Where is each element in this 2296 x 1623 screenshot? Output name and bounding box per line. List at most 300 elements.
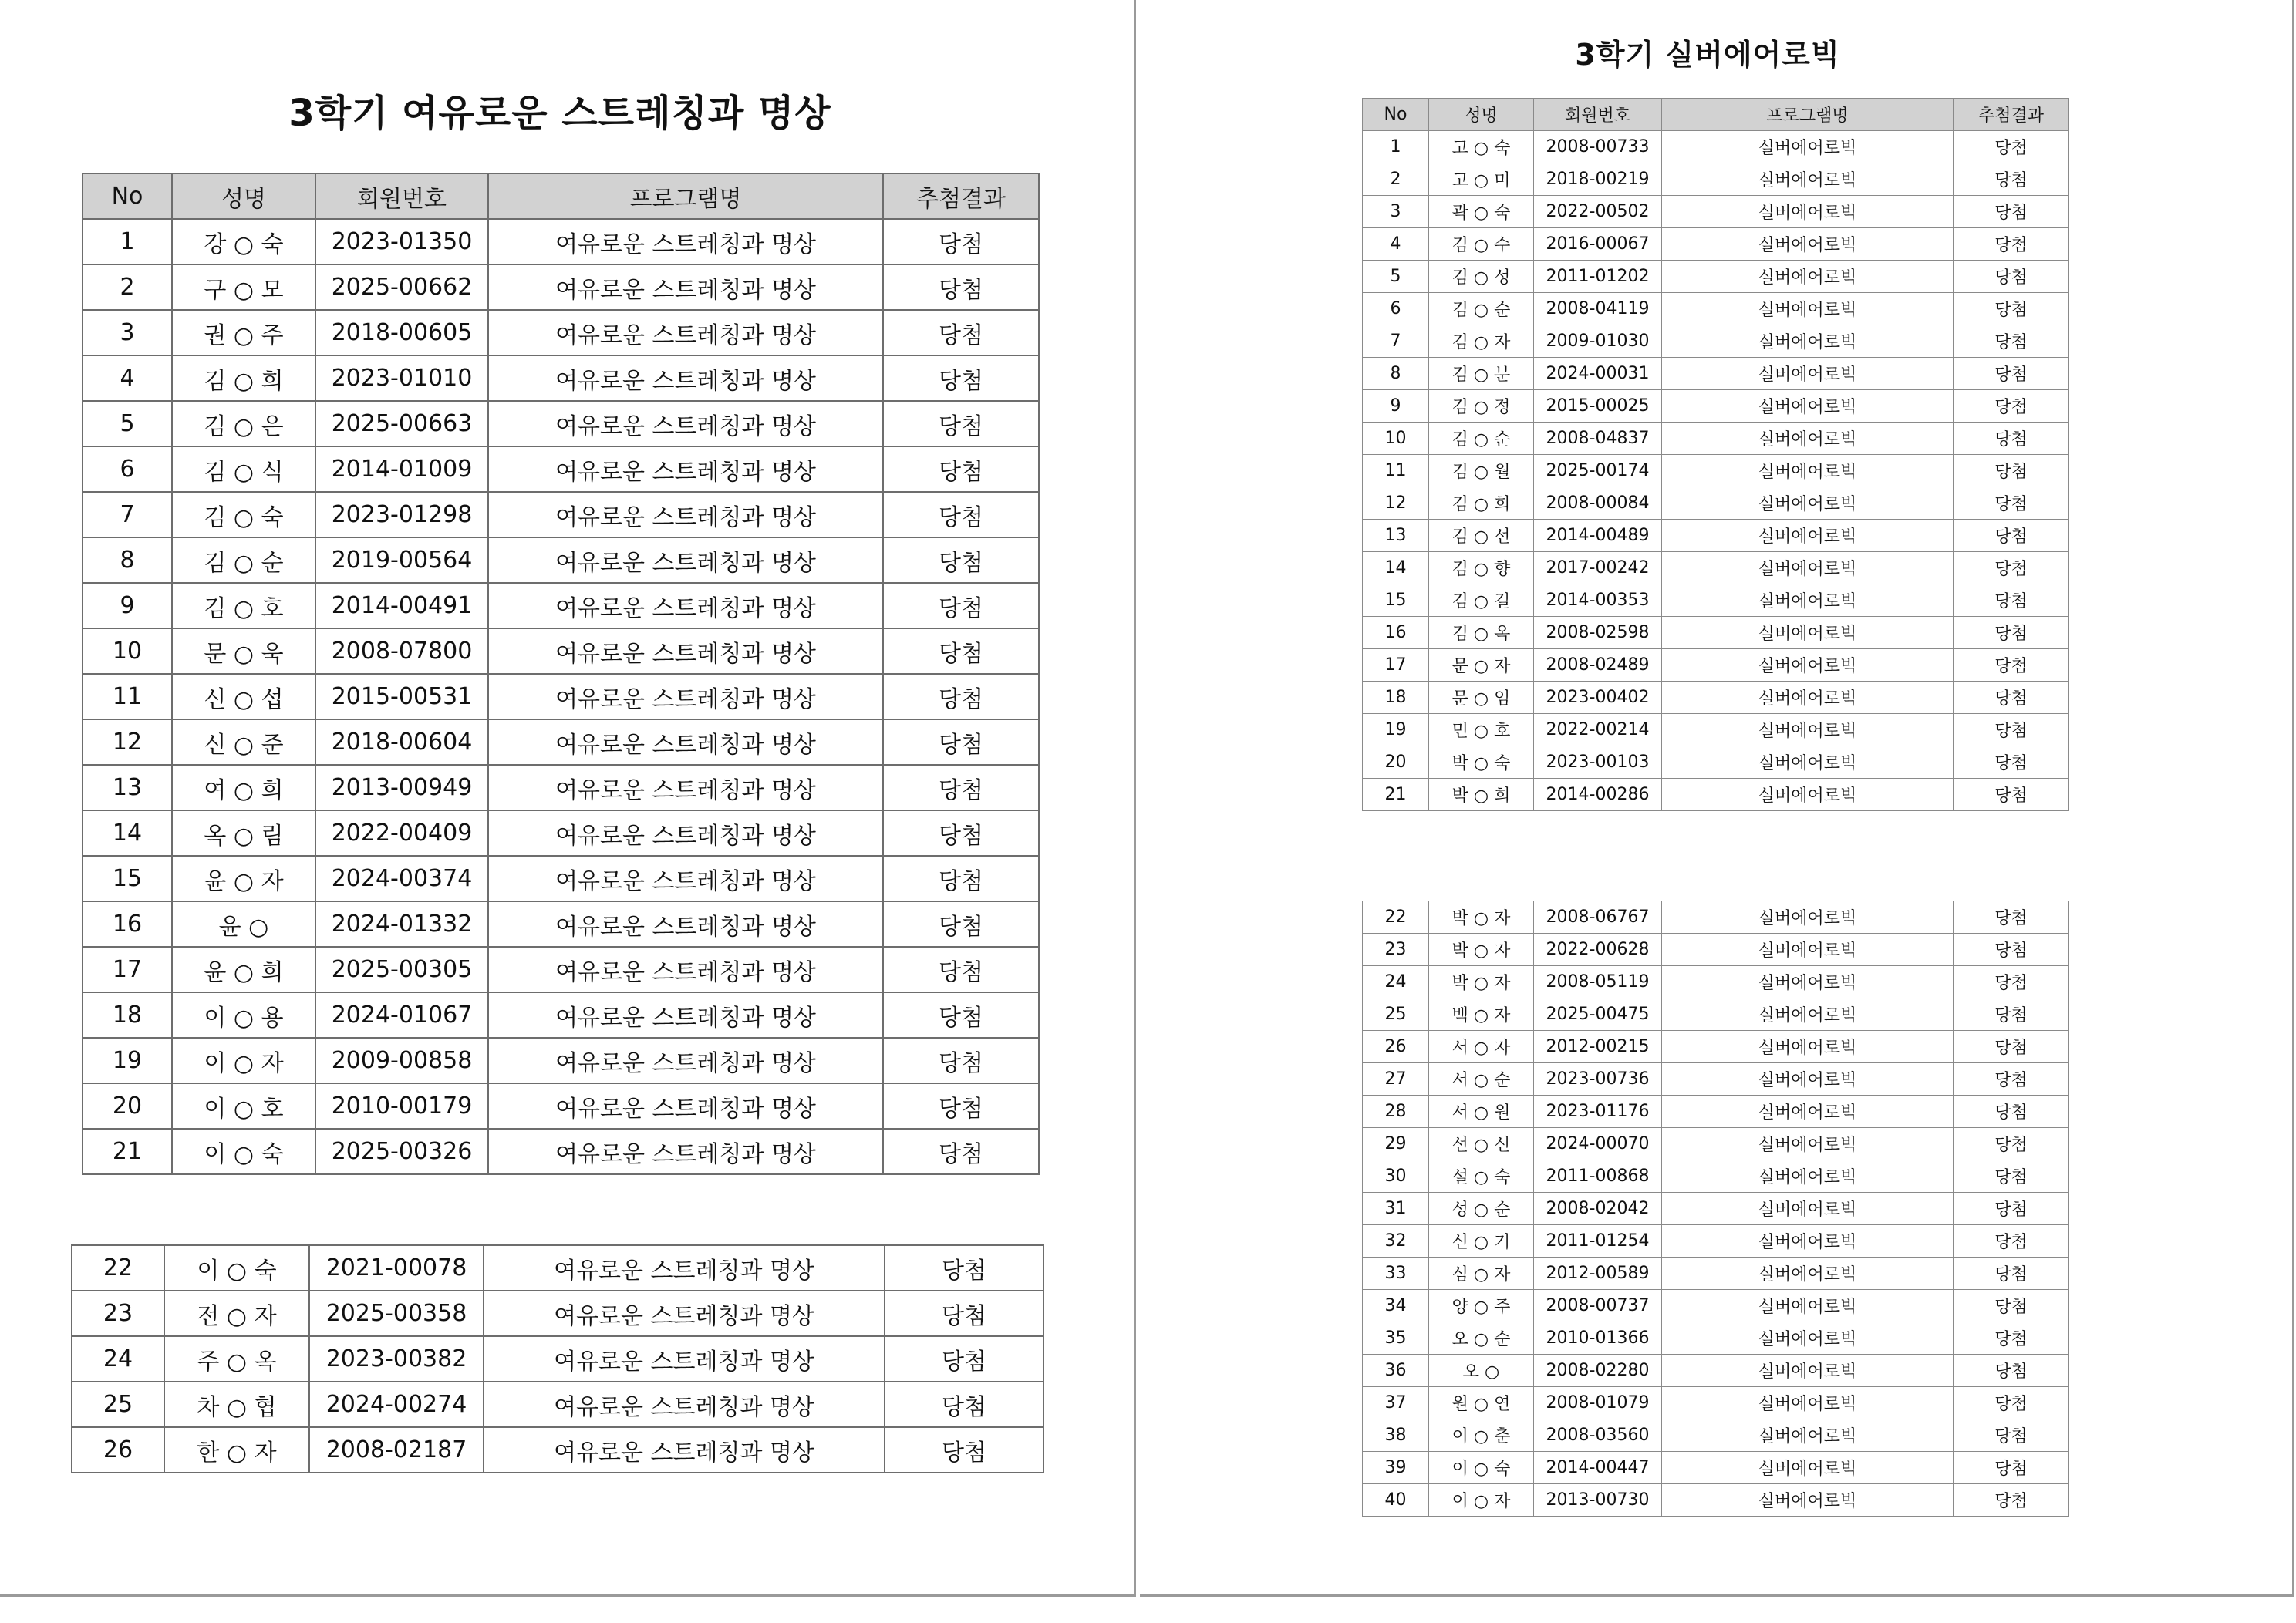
cell-name: 이 ○ 용 bbox=[172, 992, 315, 1038]
cell-no: 1 bbox=[1363, 131, 1429, 163]
cell-name: 서 ○ 원 bbox=[1429, 1096, 1534, 1128]
cell-no: 34 bbox=[1363, 1290, 1429, 1322]
cell-program: 실버에어로빅 bbox=[1662, 1258, 1954, 1290]
cell-result: 당첨 bbox=[885, 1291, 1043, 1336]
table-row bbox=[72, 1336, 1043, 1382]
cell-result: 당첨 bbox=[1954, 1355, 2069, 1387]
cell-program: 실버에어로빅 bbox=[1662, 682, 1954, 714]
cell-member-id: 2008-00084 bbox=[1534, 487, 1662, 520]
table-row bbox=[83, 810, 1039, 856]
cell-member-id: 2025-00663 bbox=[315, 401, 488, 446]
right-lottery-table bbox=[1362, 98, 2069, 811]
cell-member-id: 2023-00382 bbox=[309, 1336, 484, 1382]
cell-program: 실버에어로빅 bbox=[1662, 714, 1954, 746]
table-row bbox=[1363, 584, 2069, 617]
table-row bbox=[72, 1245, 1043, 1291]
cell-member-id: 2008-02598 bbox=[1534, 617, 1662, 649]
right-page-bottom-border bbox=[1140, 1594, 2292, 1597]
table-row bbox=[1363, 552, 2069, 584]
cell-result: 당첨 bbox=[883, 446, 1039, 492]
cell-name: 고 ○ 숙 bbox=[1429, 131, 1534, 163]
cell-result: 당첨 bbox=[1954, 1128, 2069, 1160]
cell-result: 당첨 bbox=[883, 1129, 1039, 1174]
table-row bbox=[1363, 714, 2069, 746]
cell-program: 여유로운 스트레칭과 명상 bbox=[488, 947, 883, 992]
cell-no: 21 bbox=[1363, 779, 1429, 811]
cell-program: 여유로운 스트레칭과 명상 bbox=[488, 628, 883, 674]
cell-result: 당첨 bbox=[883, 1083, 1039, 1129]
cell-program: 여유로운 스트레칭과 명상 bbox=[488, 674, 883, 719]
cell-result: 당첨 bbox=[1954, 325, 2069, 358]
table-row bbox=[83, 674, 1039, 719]
cell-program: 실버에어로빅 bbox=[1662, 1484, 1954, 1517]
cell-member-id: 2023-01350 bbox=[315, 219, 488, 264]
cell-name: 김 ○ 순 bbox=[172, 537, 315, 583]
cell-program: 여유로운 스트레칭과 명상 bbox=[488, 446, 883, 492]
cell-member-id: 2010-01366 bbox=[1534, 1322, 1662, 1355]
cell-no: 15 bbox=[83, 856, 172, 901]
cell-member-id: 2017-00242 bbox=[1534, 552, 1662, 584]
table-row bbox=[1363, 934, 2069, 966]
cell-no: 6 bbox=[1363, 293, 1429, 325]
cell-no: 1 bbox=[83, 219, 172, 264]
cell-result: 당첨 bbox=[883, 719, 1039, 765]
cell-no: 30 bbox=[1363, 1160, 1429, 1193]
cell-program: 여유로운 스트레칭과 명상 bbox=[488, 810, 883, 856]
cell-result: 당첨 bbox=[1954, 1258, 2069, 1290]
cell-name: 여 ○ 희 bbox=[172, 765, 315, 810]
cell-no: 16 bbox=[83, 901, 172, 947]
cell-member-id: 2014-00353 bbox=[1534, 584, 1662, 617]
cell-name: 차 ○ 협 bbox=[164, 1382, 309, 1427]
table-row bbox=[1363, 228, 2069, 261]
cell-member-id: 2012-00215 bbox=[1534, 1031, 1662, 1063]
cell-name: 김 ○ 옥 bbox=[1429, 617, 1534, 649]
cell-program: 여유로운 스트레칭과 명상 bbox=[488, 537, 883, 583]
table-row bbox=[83, 264, 1039, 310]
cell-result: 당첨 bbox=[1954, 196, 2069, 228]
cell-result: 당첨 bbox=[1954, 998, 2069, 1031]
table-row bbox=[83, 947, 1039, 992]
cell-program: 여유로운 스트레칭과 명상 bbox=[484, 1382, 885, 1427]
cell-result: 당첨 bbox=[883, 810, 1039, 856]
cell-result: 당첨 bbox=[885, 1336, 1043, 1382]
cell-name: 이 ○ 숙 bbox=[172, 1129, 315, 1174]
cell-no: 27 bbox=[1363, 1063, 1429, 1096]
table-row bbox=[1363, 1387, 2069, 1419]
cell-name: 박 ○ 희 bbox=[1429, 779, 1534, 811]
cell-member-id: 2024-01067 bbox=[315, 992, 488, 1038]
cell-member-id: 2025-00326 bbox=[315, 1129, 488, 1174]
cell-program: 여유로운 스트레칭과 명상 bbox=[488, 401, 883, 446]
cell-program: 실버에어로빅 bbox=[1662, 423, 1954, 455]
cell-program: 실버에어로빅 bbox=[1662, 131, 1954, 163]
cell-program: 여유로운 스트레칭과 명상 bbox=[484, 1291, 885, 1336]
table-row bbox=[83, 310, 1039, 355]
table-row bbox=[1363, 617, 2069, 649]
cell-name: 김 ○ 분 bbox=[1429, 358, 1534, 390]
table-row bbox=[83, 219, 1039, 264]
cell-program: 여유로운 스트레칭과 명상 bbox=[488, 310, 883, 355]
cell-name: 김 ○ 자 bbox=[1429, 325, 1534, 358]
cell-no: 22 bbox=[72, 1245, 164, 1291]
cell-no: 38 bbox=[1363, 1419, 1429, 1452]
cell-result: 당첨 bbox=[883, 947, 1039, 992]
cell-member-id: 2014-01009 bbox=[315, 446, 488, 492]
cell-program: 실버에어로빅 bbox=[1662, 1225, 1954, 1258]
cell-member-id: 2022-00628 bbox=[1534, 934, 1662, 966]
cell-no: 5 bbox=[1363, 261, 1429, 293]
cell-member-id: 2009-01030 bbox=[1534, 325, 1662, 358]
table-row bbox=[83, 765, 1039, 810]
cell-program: 실버에어로빅 bbox=[1662, 1160, 1954, 1193]
table-header-row bbox=[83, 173, 1039, 219]
cell-program: 실버에어로빅 bbox=[1662, 746, 1954, 779]
cell-program: 여유로운 스트레칭과 명상 bbox=[488, 765, 883, 810]
table-row bbox=[83, 446, 1039, 492]
cell-name: 오 ○ 순 bbox=[1429, 1322, 1534, 1355]
cell-result: 당첨 bbox=[1954, 649, 2069, 682]
cell-no: 24 bbox=[72, 1336, 164, 1382]
cell-program: 여유로운 스트레칭과 명상 bbox=[488, 901, 883, 947]
cell-result: 당첨 bbox=[1954, 358, 2069, 390]
cell-member-id: 2019-00564 bbox=[315, 537, 488, 583]
table-row bbox=[1363, 1096, 2069, 1128]
cell-result: 당첨 bbox=[883, 901, 1039, 947]
cell-result: 당첨 bbox=[883, 537, 1039, 583]
cell-member-id: 2008-01079 bbox=[1534, 1387, 1662, 1419]
table-row bbox=[83, 719, 1039, 765]
cell-member-id: 2018-00219 bbox=[1534, 163, 1662, 196]
cell-program: 실버에어로빅 bbox=[1662, 1419, 1954, 1452]
cell-result: 당첨 bbox=[1954, 423, 2069, 455]
table-row bbox=[1363, 1160, 2069, 1193]
table-row bbox=[72, 1427, 1043, 1473]
header-no: No bbox=[1363, 99, 1429, 131]
table-row bbox=[83, 992, 1039, 1038]
cell-name: 김 ○ 성 bbox=[1429, 261, 1534, 293]
cell-member-id: 2014-00286 bbox=[1534, 779, 1662, 811]
cell-result: 당첨 bbox=[1954, 1290, 2069, 1322]
cell-program: 실버에어로빅 bbox=[1662, 649, 1954, 682]
cell-no: 15 bbox=[1363, 584, 1429, 617]
cell-no: 29 bbox=[1363, 1128, 1429, 1160]
cell-no: 33 bbox=[1363, 1258, 1429, 1290]
cell-no: 32 bbox=[1363, 1225, 1429, 1258]
cell-name: 오 ○ bbox=[1429, 1355, 1534, 1387]
left-page-bottom-border bbox=[0, 1594, 1134, 1597]
cell-result: 당첨 bbox=[1954, 1452, 2069, 1484]
table-row bbox=[1363, 358, 2069, 390]
cell-member-id: 2024-00374 bbox=[315, 856, 488, 901]
left-page-right-border bbox=[1134, 0, 1136, 1597]
right-lottery-table-continued bbox=[1362, 901, 2069, 1517]
cell-name: 문 ○ 자 bbox=[1429, 649, 1534, 682]
cell-result: 당첨 bbox=[1954, 1193, 2069, 1225]
cell-no: 9 bbox=[1363, 390, 1429, 423]
table-row bbox=[1363, 487, 2069, 520]
table-row bbox=[1363, 1419, 2069, 1452]
table-row bbox=[1363, 1063, 2069, 1096]
cell-program: 실버에어로빅 bbox=[1662, 293, 1954, 325]
table-row bbox=[1363, 1355, 2069, 1387]
cell-program: 실버에어로빅 bbox=[1662, 261, 1954, 293]
table-header-row bbox=[1363, 99, 2069, 131]
cell-no: 13 bbox=[1363, 520, 1429, 552]
cell-result: 당첨 bbox=[1954, 934, 2069, 966]
cell-result: 당첨 bbox=[883, 992, 1039, 1038]
cell-name: 김 ○ 순 bbox=[1429, 423, 1534, 455]
table-row bbox=[1363, 1290, 2069, 1322]
cell-no: 25 bbox=[72, 1382, 164, 1427]
table-row bbox=[83, 1083, 1039, 1129]
cell-no: 31 bbox=[1363, 1193, 1429, 1225]
cell-name: 김 ○ 호 bbox=[172, 583, 315, 628]
cell-member-id: 2023-01176 bbox=[1534, 1096, 1662, 1128]
cell-result: 당첨 bbox=[1954, 617, 2069, 649]
cell-program: 실버에어로빅 bbox=[1662, 358, 1954, 390]
table-row bbox=[83, 1129, 1039, 1174]
cell-name: 문 ○ 임 bbox=[1429, 682, 1534, 714]
cell-no: 12 bbox=[83, 719, 172, 765]
cell-member-id: 2023-00736 bbox=[1534, 1063, 1662, 1096]
cell-name: 구 ○ 모 bbox=[172, 264, 315, 310]
cell-name: 김 ○ 월 bbox=[1429, 455, 1534, 487]
cell-program: 여유로운 스트레칭과 명상 bbox=[488, 264, 883, 310]
cell-result: 당첨 bbox=[1954, 520, 2069, 552]
cell-program: 실버에어로빅 bbox=[1662, 1128, 1954, 1160]
header-result: 추첨결과 bbox=[1954, 99, 2069, 131]
cell-result: 당첨 bbox=[1954, 228, 2069, 261]
cell-member-id: 2025-00662 bbox=[315, 264, 488, 310]
table-row bbox=[83, 856, 1039, 901]
header-program: 프로그램명 bbox=[1662, 99, 1954, 131]
cell-no: 6 bbox=[83, 446, 172, 492]
header-name: 성명 bbox=[1429, 99, 1534, 131]
cell-program: 여유로운 스트레칭과 명상 bbox=[484, 1245, 885, 1291]
cell-no: 22 bbox=[1363, 901, 1429, 934]
cell-result: 당첨 bbox=[883, 674, 1039, 719]
cell-name: 옥 ○ 림 bbox=[172, 810, 315, 856]
cell-name: 김 ○ 향 bbox=[1429, 552, 1534, 584]
cell-program: 여유로운 스트레칭과 명상 bbox=[488, 719, 883, 765]
cell-name: 김 ○ 숙 bbox=[172, 492, 315, 537]
table-row bbox=[1363, 1322, 2069, 1355]
cell-name: 김 ○ 은 bbox=[172, 401, 315, 446]
cell-member-id: 2011-00868 bbox=[1534, 1160, 1662, 1193]
cell-no: 39 bbox=[1363, 1452, 1429, 1484]
table-row bbox=[83, 401, 1039, 446]
cell-no: 20 bbox=[1363, 746, 1429, 779]
cell-no: 28 bbox=[1363, 1096, 1429, 1128]
cell-program: 실버에어로빅 bbox=[1662, 779, 1954, 811]
cell-name: 고 ○ 미 bbox=[1429, 163, 1534, 196]
right-page-right-border bbox=[2292, 0, 2294, 1597]
cell-no: 36 bbox=[1363, 1355, 1429, 1387]
cell-result: 당첨 bbox=[1954, 1484, 2069, 1517]
cell-program: 여유로운 스트레칭과 명상 bbox=[488, 1038, 883, 1083]
cell-result: 당첨 bbox=[883, 401, 1039, 446]
cell-program: 실버에어로빅 bbox=[1662, 1063, 1954, 1096]
cell-program: 여유로운 스트레칭과 명상 bbox=[484, 1336, 885, 1382]
cell-member-id: 2022-00214 bbox=[1534, 714, 1662, 746]
cell-program: 여유로운 스트레칭과 명상 bbox=[488, 1129, 883, 1174]
cell-program: 실버에어로빅 bbox=[1662, 1290, 1954, 1322]
table-row bbox=[1363, 423, 2069, 455]
cell-member-id: 2013-00730 bbox=[1534, 1484, 1662, 1517]
cell-name: 전 ○ 자 bbox=[164, 1291, 309, 1336]
left-lottery-table bbox=[82, 173, 1040, 1175]
cell-member-id: 2008-00733 bbox=[1534, 131, 1662, 163]
table-row bbox=[1363, 325, 2069, 358]
cell-name: 김 ○ 희 bbox=[1429, 487, 1534, 520]
cell-no: 5 bbox=[83, 401, 172, 446]
cell-result: 당첨 bbox=[1954, 746, 2069, 779]
table-row bbox=[1363, 1484, 2069, 1517]
cell-result: 당첨 bbox=[885, 1245, 1043, 1291]
table-row bbox=[1363, 966, 2069, 998]
cell-name: 심 ○ 자 bbox=[1429, 1258, 1534, 1290]
cell-program: 실버에어로빅 bbox=[1662, 966, 1954, 998]
table-row bbox=[83, 492, 1039, 537]
cell-member-id: 2023-01010 bbox=[315, 355, 488, 401]
cell-program: 여유로운 스트레칭과 명상 bbox=[488, 492, 883, 537]
cell-name: 민 ○ 호 bbox=[1429, 714, 1534, 746]
cell-program: 실버에어로빅 bbox=[1662, 390, 1954, 423]
cell-name: 윤 ○ 희 bbox=[172, 947, 315, 992]
cell-member-id: 2022-00502 bbox=[1534, 196, 1662, 228]
cell-member-id: 2008-04119 bbox=[1534, 293, 1662, 325]
cell-name: 양 ○ 주 bbox=[1429, 1290, 1534, 1322]
cell-result: 당첨 bbox=[883, 492, 1039, 537]
cell-no: 2 bbox=[83, 264, 172, 310]
table-row bbox=[1363, 779, 2069, 811]
cell-no: 26 bbox=[72, 1427, 164, 1473]
cell-member-id: 2008-02187 bbox=[309, 1427, 484, 1473]
cell-no: 14 bbox=[1363, 552, 1429, 584]
cell-no: 20 bbox=[83, 1083, 172, 1129]
cell-result: 당첨 bbox=[1954, 163, 2069, 196]
cell-program: 실버에어로빅 bbox=[1662, 901, 1954, 934]
table-row bbox=[1363, 520, 2069, 552]
cell-result: 당첨 bbox=[1954, 1031, 2069, 1063]
cell-result: 당첨 bbox=[1954, 682, 2069, 714]
cell-member-id: 2008-07800 bbox=[315, 628, 488, 674]
table-row bbox=[83, 628, 1039, 674]
table-row bbox=[83, 901, 1039, 947]
table-row bbox=[1363, 1225, 2069, 1258]
cell-member-id: 2010-00179 bbox=[315, 1083, 488, 1129]
cell-no: 23 bbox=[1363, 934, 1429, 966]
cell-name: 김 ○ 순 bbox=[1429, 293, 1534, 325]
cell-name: 김 ○ 선 bbox=[1429, 520, 1534, 552]
cell-member-id: 2018-00604 bbox=[315, 719, 488, 765]
table-row bbox=[1363, 901, 2069, 934]
cell-no: 17 bbox=[1363, 649, 1429, 682]
cell-result: 당첨 bbox=[1954, 1387, 2069, 1419]
cell-result: 당첨 bbox=[883, 583, 1039, 628]
cell-result: 당첨 bbox=[1954, 779, 2069, 811]
cell-program: 실버에어로빅 bbox=[1662, 196, 1954, 228]
cell-name: 윤 ○ bbox=[172, 901, 315, 947]
cell-name: 강 ○ 숙 bbox=[172, 219, 315, 264]
cell-program: 실버에어로빅 bbox=[1662, 1387, 1954, 1419]
cell-no: 14 bbox=[83, 810, 172, 856]
cell-result: 당첨 bbox=[1954, 261, 2069, 293]
cell-name: 이 ○ 자 bbox=[172, 1038, 315, 1083]
table-row bbox=[1363, 196, 2069, 228]
cell-result: 당첨 bbox=[1954, 487, 2069, 520]
cell-program: 실버에어로빅 bbox=[1662, 228, 1954, 261]
table-row bbox=[83, 1038, 1039, 1083]
cell-member-id: 2012-00589 bbox=[1534, 1258, 1662, 1290]
cell-program: 여유로운 스트레칭과 명상 bbox=[488, 1083, 883, 1129]
cell-member-id: 2024-00274 bbox=[309, 1382, 484, 1427]
table-row bbox=[1363, 1258, 2069, 1290]
cell-member-id: 2008-02280 bbox=[1534, 1355, 1662, 1387]
cell-name: 권 ○ 주 bbox=[172, 310, 315, 355]
cell-no: 16 bbox=[1363, 617, 1429, 649]
cell-name: 서 ○ 자 bbox=[1429, 1031, 1534, 1063]
cell-result: 당첨 bbox=[1954, 293, 2069, 325]
cell-program: 실버에어로빅 bbox=[1662, 552, 1954, 584]
cell-no: 7 bbox=[1363, 325, 1429, 358]
cell-program: 여유로운 스트레칭과 명상 bbox=[484, 1427, 885, 1473]
cell-name: 백 ○ 자 bbox=[1429, 998, 1534, 1031]
cell-result: 당첨 bbox=[883, 856, 1039, 901]
table-row bbox=[1363, 293, 2069, 325]
cell-member-id: 2009-00858 bbox=[315, 1038, 488, 1083]
cell-name: 곽 ○ 숙 bbox=[1429, 196, 1534, 228]
table-row bbox=[1363, 746, 2069, 779]
cell-name: 이 ○ 숙 bbox=[1429, 1452, 1534, 1484]
cell-no: 4 bbox=[83, 355, 172, 401]
cell-result: 당첨 bbox=[1954, 1160, 2069, 1193]
cell-name: 원 ○ 연 bbox=[1429, 1387, 1534, 1419]
cell-name: 박 ○ 자 bbox=[1429, 901, 1534, 934]
cell-no: 4 bbox=[1363, 228, 1429, 261]
cell-no: 35 bbox=[1363, 1322, 1429, 1355]
cell-no: 18 bbox=[83, 992, 172, 1038]
cell-program: 실버에어로빅 bbox=[1662, 584, 1954, 617]
cell-member-id: 2023-00402 bbox=[1534, 682, 1662, 714]
cell-member-id: 2023-00103 bbox=[1534, 746, 1662, 779]
cell-no: 18 bbox=[1363, 682, 1429, 714]
cell-name: 김 ○ 희 bbox=[172, 355, 315, 401]
cell-result: 당첨 bbox=[1954, 901, 2069, 934]
table-row bbox=[1363, 455, 2069, 487]
cell-result: 당첨 bbox=[1954, 1096, 2069, 1128]
left-lottery-table-continued bbox=[71, 1244, 1044, 1473]
cell-program: 실버에어로빅 bbox=[1662, 1322, 1954, 1355]
cell-name: 신 ○ 섭 bbox=[172, 674, 315, 719]
table-row bbox=[72, 1382, 1043, 1427]
cell-result: 당첨 bbox=[1954, 552, 2069, 584]
table-row bbox=[1363, 1452, 2069, 1484]
cell-name: 신 ○ 준 bbox=[172, 719, 315, 765]
cell-no: 23 bbox=[72, 1291, 164, 1336]
header-no: No bbox=[83, 173, 172, 219]
cell-program: 여유로운 스트레칭과 명상 bbox=[488, 355, 883, 401]
cell-name: 신 ○ 기 bbox=[1429, 1225, 1534, 1258]
cell-member-id: 2008-02042 bbox=[1534, 1193, 1662, 1225]
cell-no: 8 bbox=[83, 537, 172, 583]
cell-no: 2 bbox=[1363, 163, 1429, 196]
cell-no: 40 bbox=[1363, 1484, 1429, 1517]
cell-result: 당첨 bbox=[1954, 584, 2069, 617]
cell-name: 문 ○ 욱 bbox=[172, 628, 315, 674]
cell-name: 한 ○ 자 bbox=[164, 1427, 309, 1473]
